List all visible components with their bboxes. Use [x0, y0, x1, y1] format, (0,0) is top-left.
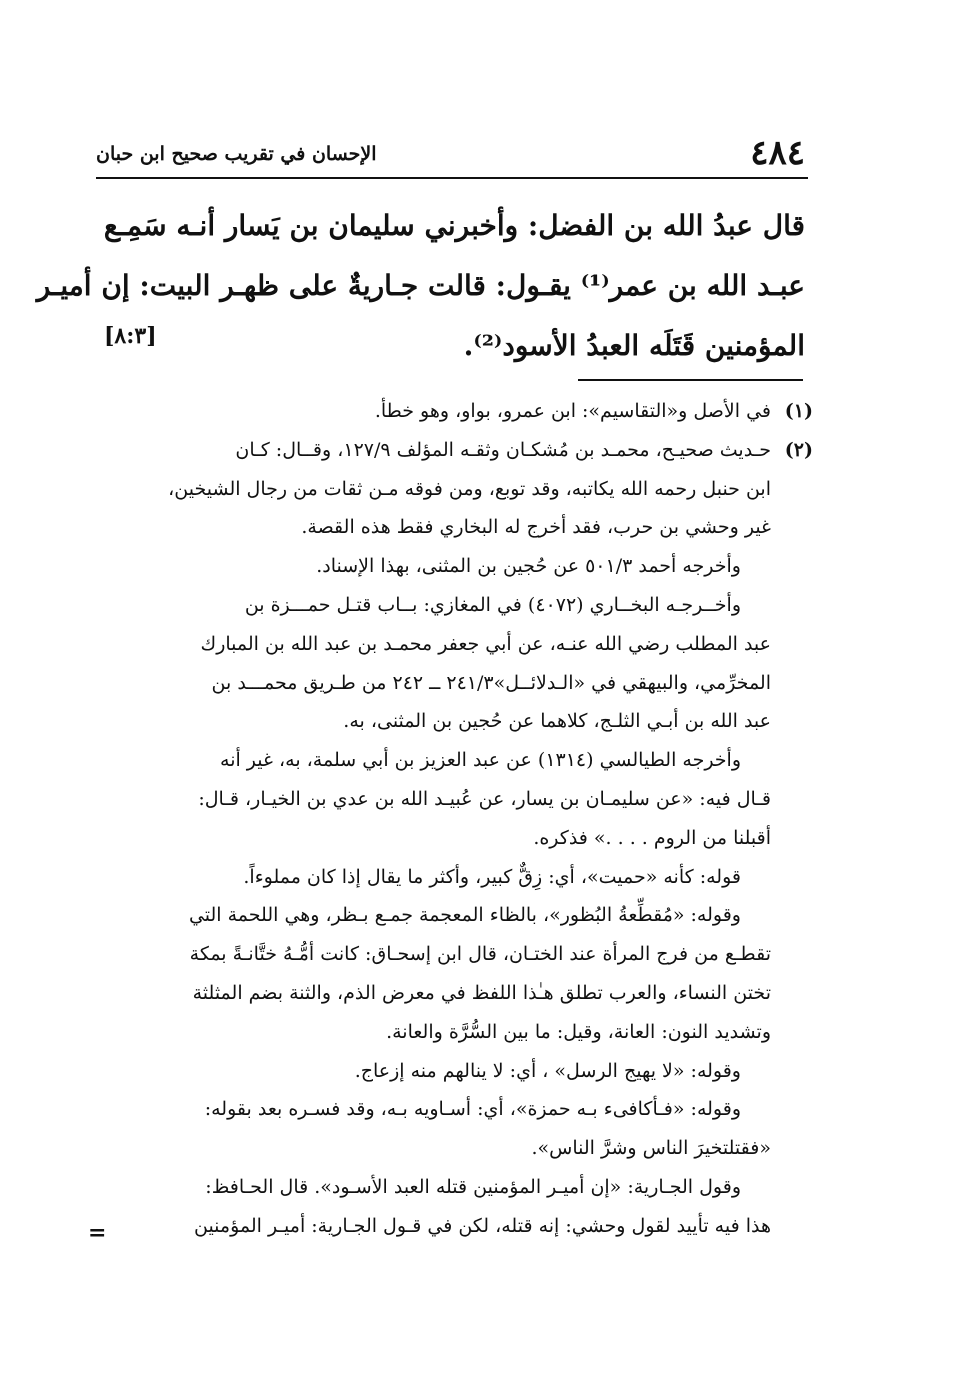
- footnote-line: [101, 547, 813, 586]
- footnote-line: [101, 1168, 813, 1207]
- main-line: قال عبدُ الله بن الفضل: وأخبرني سليمان بن يَسار أنـه سَمِـع: [103, 209, 805, 242]
- footnote-line: [101, 1090, 813, 1129]
- footnote-line: [101, 819, 813, 858]
- footnote-text: هذا فيه تأييد لقول وحشي: إنه قتله، لكن في قـول الجـارية: أميـر المؤمنين: [193, 1214, 771, 1237]
- footnote-line: [101, 431, 813, 470]
- footnote-line: [101, 1129, 813, 1168]
- footnote-text: وقوله: «لا يهيج الرسل» ، أي: لا ينالهم منه إزعاج.: [354, 1059, 741, 1082]
- main-text: [36, 196, 805, 376]
- footnote-label: (٢): [784, 438, 813, 461]
- footnote-rule: [578, 379, 803, 381]
- footnote-line: [101, 625, 813, 664]
- header-rule: [96, 177, 808, 179]
- footnote-line: [101, 974, 813, 1013]
- footnote-line: [101, 1207, 813, 1246]
- footnote-text: وأخرجه أحمد ٥٠١/٣ عن حُجين بن المثنى، بهذا الإسناد.: [316, 555, 741, 578]
- footnote-text: وأخرجه الطيالسي (١٣١٤) عن عبد العزيز بن أبي سلمة، به، غير أنه: [220, 749, 741, 772]
- footnote-line: [101, 586, 813, 625]
- page-number: ٤٨٤: [750, 133, 805, 173]
- footnote-line: [101, 780, 813, 819]
- footnote-line: [101, 508, 813, 547]
- footnote-line: [101, 935, 813, 974]
- footnote-text: غير وحشي بن حرب، فقد أخرج له البخاري فقط هذه القصة.: [301, 516, 771, 539]
- footnote-text: عبد المطلب رضي الله عنـه، عن أبي جعفر محمـد بن عبد الله بن المبارك: [200, 632, 771, 655]
- footnote-line: [101, 858, 813, 897]
- footnote-text: وقوله: «مُقطِّعةُ البُظور»، بالظاء المعجمة جمـع بـظر، وهي اللحمة التي: [188, 904, 741, 927]
- footnote-text: وقول الجـارية: «إن أميـر المؤمنين قتله العبد الأسـود». قال الحـافظ:: [205, 1175, 741, 1198]
- footnote-line: [101, 1052, 813, 1091]
- main-line: عبـد الله بن عمر⁽¹⁾ يقـول: قالت جـاريةٌ على ظهـر البيت: إن أميـر: [36, 269, 805, 302]
- hadith-reference: [٨:٣]: [104, 323, 157, 349]
- footnote-line: [101, 896, 813, 935]
- footnote-text: حـديث صحيـح، محمـد بن مُشكـان وثقـه المؤلف ١٢٧/٩، وقــال: كـان: [235, 438, 771, 461]
- footnote-text: قـال فيه: «عن سليمـان بن يسار، عن عُبيـد الله بن عدي بن الخيـار، قـال:: [198, 787, 771, 810]
- footnote-text: المخرِّمي، والبيهقي في «الـدلائــل»٢٤١/٣ ــ ٢٤٢ من طـريق محمـــد بن: [211, 671, 771, 694]
- footnote-text: وأخــرجـه البخــاري (٤٠٧٢) في المغازي: بــاب قتـل حمـــزة بن: [244, 593, 741, 616]
- footnotes: [101, 392, 813, 1246]
- running-title: الإحسان في تقريب صحيح ابن حبان: [96, 143, 377, 165]
- footnote-line: [101, 741, 813, 780]
- footnote-text: وتشديد النون: العانة، وقيل: ما بين السُّرَّة والعانة.: [386, 1020, 771, 1043]
- footnote-line: [101, 1013, 813, 1052]
- footnote-line: [101, 470, 813, 509]
- footnote-text: تختن النساء، والعرب تطلق هـٰذا اللفظ في معرض الذم، والثنة بضم المثلثة: [192, 981, 771, 1004]
- footnote-line: [101, 702, 813, 741]
- footnote-text: أقبلنا من الروم . . . .» فذكره.: [533, 826, 771, 849]
- footnote-text: عبد الله بن أبـي الثلـج، كلاهما عن حُجين بن المثنى، به.: [343, 710, 771, 733]
- continuation-mark: =: [88, 1220, 107, 1246]
- footnote-label: (١): [784, 400, 813, 422]
- footnote-text: ابن حنبل رحمه الله يكاتبه، وقد توبع، ومن فوقه مـن ثقات من رجال الشيخين،: [168, 477, 771, 500]
- footnote-text: قوله: كأنه «حميت»، أي: زِقٌّ كبير، وأكثر ما يقال إذا كان مملوءاً.: [243, 865, 741, 888]
- footnote-text: تقطـع من فرج المرأة عند الختـان، قال ابن إسحـاق: كانت أمُّـهُ ختَّانـةً بمكة: [189, 943, 771, 966]
- footnote-line: [101, 392, 813, 431]
- footnote-text: «فقتلتخيرَ الناس وشرَّ الناس».: [531, 1137, 771, 1160]
- footnote-text: في الأصل و«التقاسيم»: ابن عمرو، بواو، وهو خطأ.: [374, 400, 771, 422]
- footnote-text: وقوله: «فـأكافىء بـه حمزة»، أي: أسـاويه بـه، وقد فسـره بعد بقوله:: [204, 1098, 741, 1121]
- main-line: المؤمنين قَتَلَه العبدُ الأسود⁽²⁾.: [463, 329, 805, 362]
- footnote-line: [101, 664, 813, 703]
